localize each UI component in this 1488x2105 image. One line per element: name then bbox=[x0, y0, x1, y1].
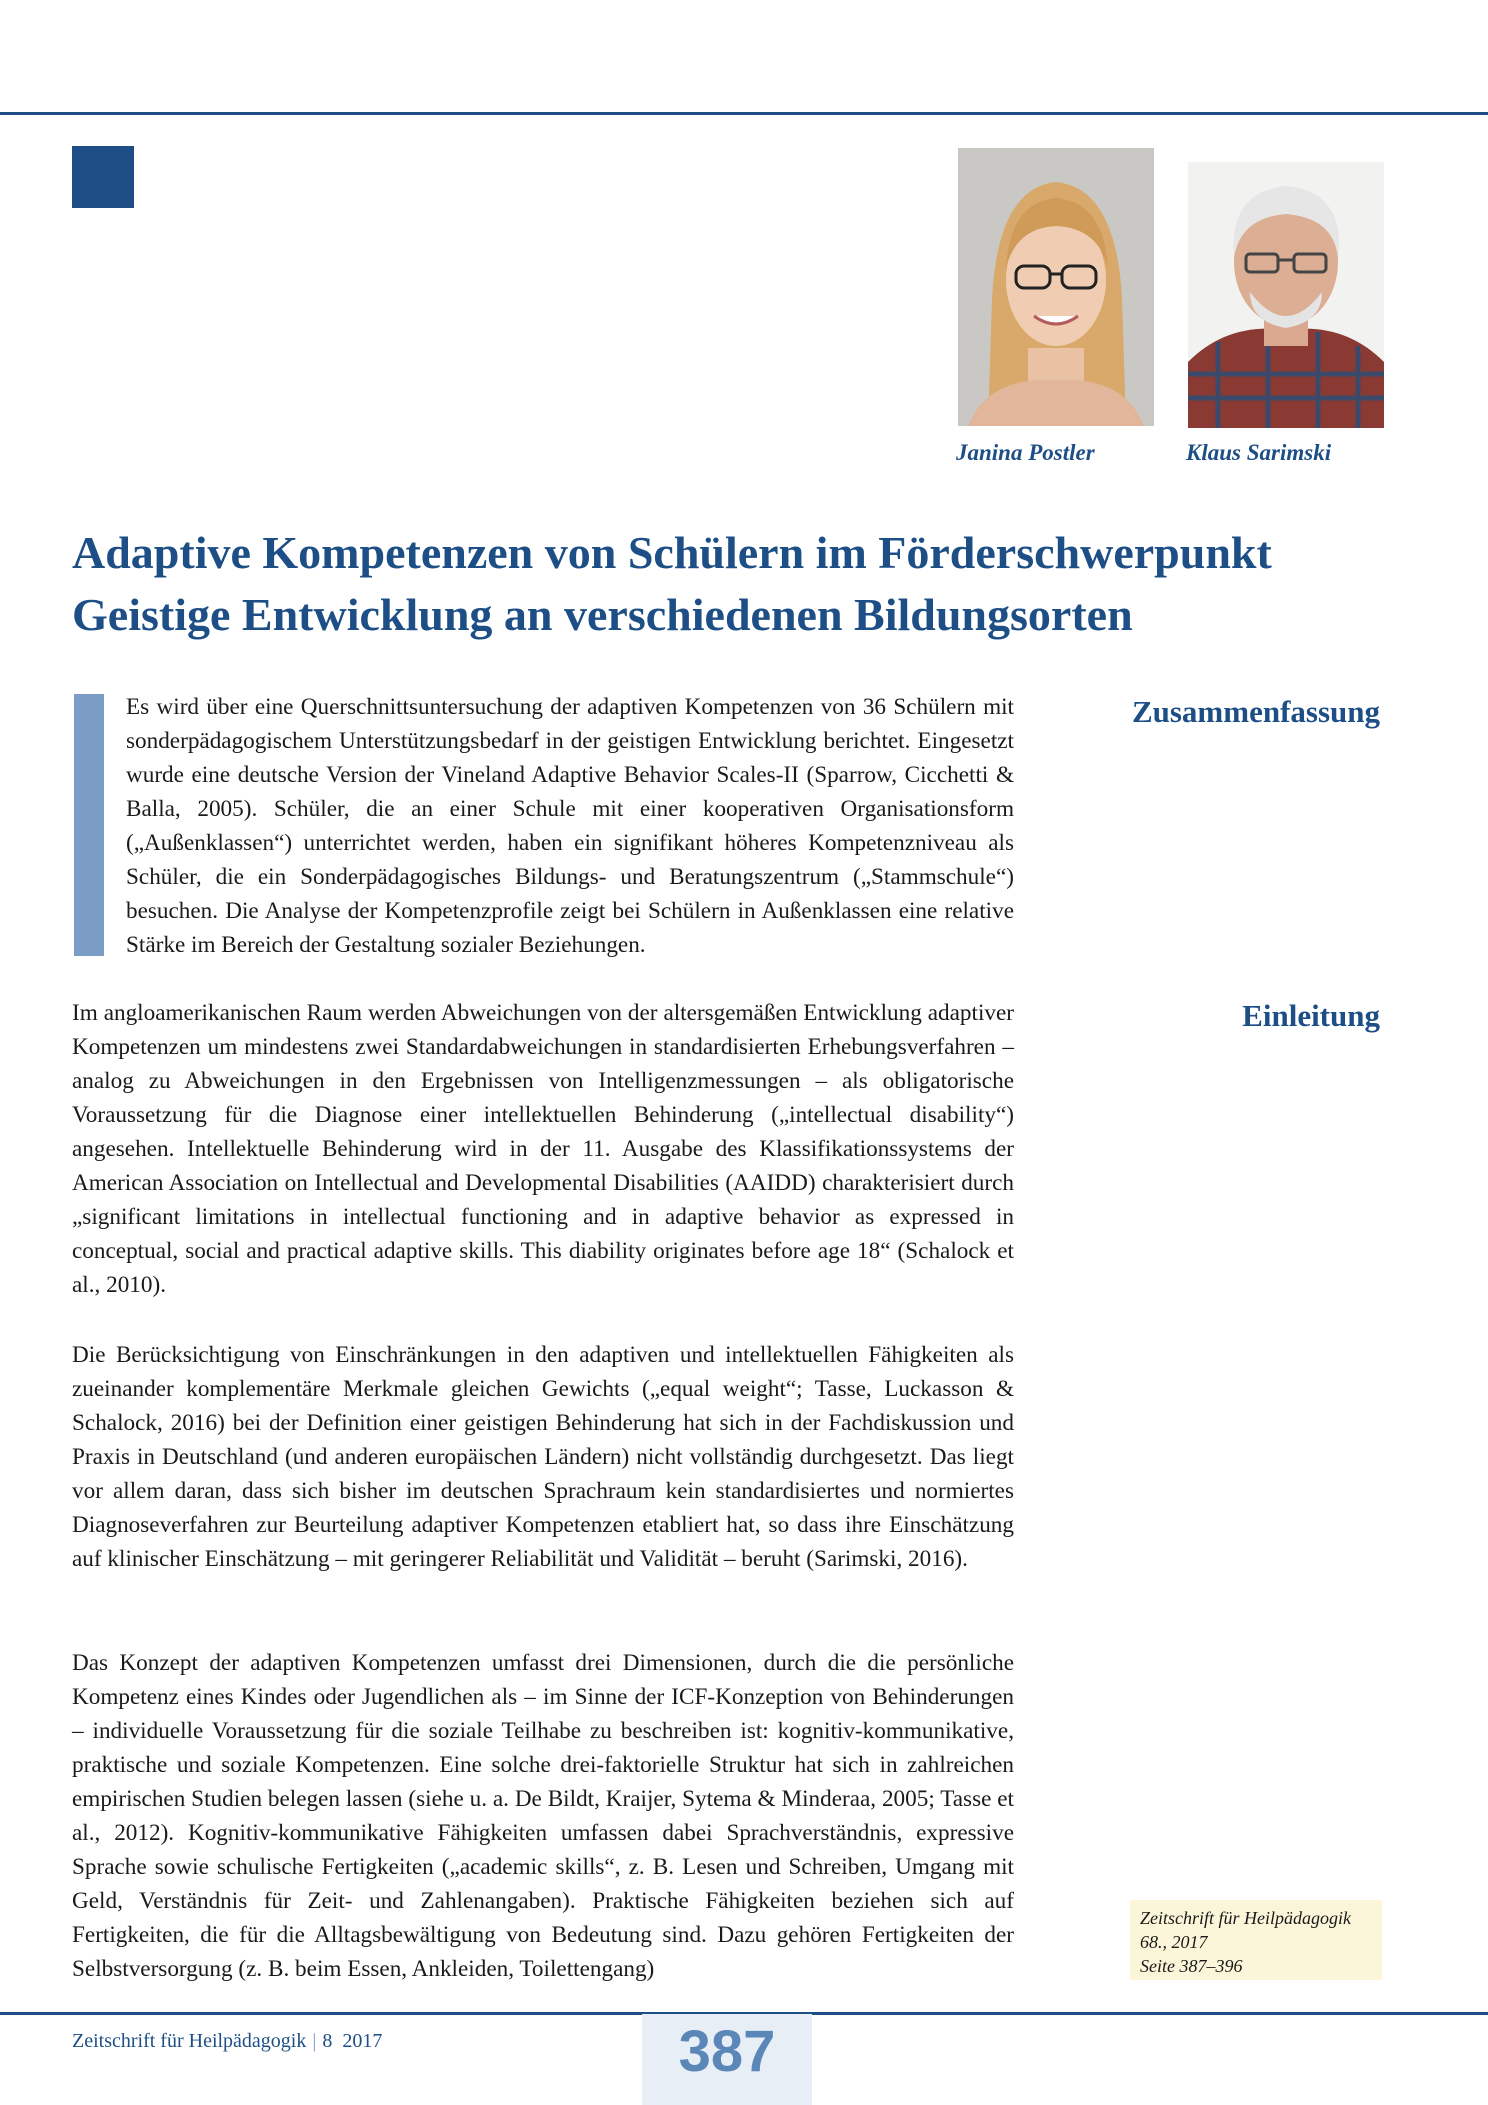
footer-issue: 8 bbox=[322, 2030, 333, 2052]
footer-separator: | bbox=[312, 2030, 317, 2052]
section-heading-intro: Einleitung bbox=[1242, 998, 1380, 1033]
article-title-line: Adaptive Kompetenzen von Schülern im Förderschwerpunkt bbox=[72, 527, 1272, 578]
abstract-text: Es wird über eine Querschnittsuntersuchung der adaptiven Kompetenzen von 36 Schülern mit sonderpädagogischem Unterstützungsbedarf in der geistigen Entwicklung berichtet. Eingesetzt wurde eine deutsche Version der Vineland Adaptive Behavior Scales-II (Sparrow, Cicchetti & Balla, 2005). Schüler, die an einer Schule mit einer kooperativen Organisationsform („Außenklassen“) unterrichtet werden, haben ein signifikant höheres Kompetenzniveau als Schüler, die ein Sonderpädagogisches Bildungs- und Beratungszentrum („Stammschule“) besuchen. Die Analyse der Kompetenzprofile zeigt bei Schülern in Außenklassen eine relative Stärke im Bereich der Gestaltung sozialer Beziehungen. bbox=[126, 694, 1014, 958]
citation-pages: Seite 387–396 bbox=[1140, 1956, 1243, 1976]
section-heading-summary: Zusammenfassung bbox=[1131, 694, 1380, 729]
article-title bbox=[72, 522, 1412, 646]
body-paragraph: Die Berücksichtigung von Einschränkungen in den adaptiven und intellektuellen Fähigkeiten als zueinander komplementäre Merkmale gleichen Gewichts („equal weight“; Tasse, Luckasson & Schalock, 2016) bei der Definition einer geistigen Behinderung hat sich in der Fachdiskussion und Praxis in Deutschland (und anderen europäischen Ländern) nicht vollständig durchgesetzt. Das liegt vor allem daran, dass sich bisher im deutschen Sprachraum kein standardisiertes und normiertes Diagnoseverfahren zur Beurteilung adaptiver Kompetenzen etabliert hat, so dass ihre Einschätzung auf klinischer Einschätzung – mit geringerer Reliabilität und Validität – beruht (Sarimski, 2016). bbox=[72, 1342, 1014, 1572]
page-number: 387 bbox=[678, 2019, 776, 2084]
body-paragraph: Das Konzept der adaptiven Kompetenzen umfasst drei Dimensionen, durch die die persönliche Kompetenz eines Kindes oder Jugendlichen als – im Sinne der ICF-Konzeption von Behinderungen – individuelle Voraussetzung für die soziale Teilhabe zu beschreiben ist: kognitiv-kommunikative, praktische und soziale Kompetenzen. Eine solche drei-faktorielle Struktur hat sich in zahlreichen empirischen Studien belegen lassen (siehe u. a. De Bildt, Kraijer, Sytema & Minderaa, 2005; Tasse et al., 2012). Kognitiv-kommunikative Fähigkeiten umfassen dabei Sprachverständnis, expressive Sprache sowie schulische Fertigkeiten („academic skills“, z. B. Lesen und Schreiben, Umgang mit Geld, Verständnis für Zeit- und Zahlenangaben). Praktische Fähigkeiten beziehen sich auf Fertigkeiten, die für die Alltagsbewältigung von Bedeutung sind. Dazu gehören Fertigkeiten der Selbstversorgung (z. B. beim Essen, Ankleiden, Toilettengang) bbox=[72, 1650, 1014, 1982]
footer-journal-name: Zeitschrift für Heilpädagogik bbox=[72, 2030, 307, 2052]
citation-box bbox=[1130, 1900, 1382, 1980]
author-name: Janina Postler bbox=[956, 440, 1095, 465]
footer-year: 2017 bbox=[342, 2030, 383, 2052]
abstract-accent-bar bbox=[74, 694, 104, 956]
journal-brand-square bbox=[72, 146, 134, 208]
citation-journal: Zeitschrift für Heilpädagogik bbox=[1140, 1908, 1351, 1928]
citation-volume: 68., 2017 bbox=[1140, 1932, 1208, 1952]
author-photo-sarimski bbox=[1188, 162, 1384, 428]
author-name: Klaus Sarimski bbox=[1186, 440, 1332, 465]
top-rule bbox=[0, 112, 1488, 115]
footer-journal-info bbox=[72, 2030, 382, 2053]
article-title-line: Geistige Entwicklung an verschiedenen Bildungsorten bbox=[72, 589, 1133, 640]
body-paragraph: Im angloamerikanischen Raum werden Abweichungen von der altersgemäßen Entwicklung adaptiver Kompetenzen um mindestens zwei Standardabweichungen in standardisierten Erhebungsverfahren – analog zu Abweichungen in den Ergebnissen von Intelligenzmessungen – als obligatorische Voraussetzung für die Diagnose einer intellektuellen Behinderung („intellectual disability“) angesehen. Intellektuelle Behinderung wird in der 11. Ausgabe des Klassifikationssystems der American Association on Intellectual and Developmental Disabilities (AAIDD) charakterisiert durch „significant limitations in intellectual functioning and in adaptive behavior as expressed in conceptual, social and practical adaptive skills. This diability originates before age 18“ (Schalock et al., 2010). bbox=[72, 1000, 1014, 1298]
author-photo-postler bbox=[958, 148, 1154, 426]
